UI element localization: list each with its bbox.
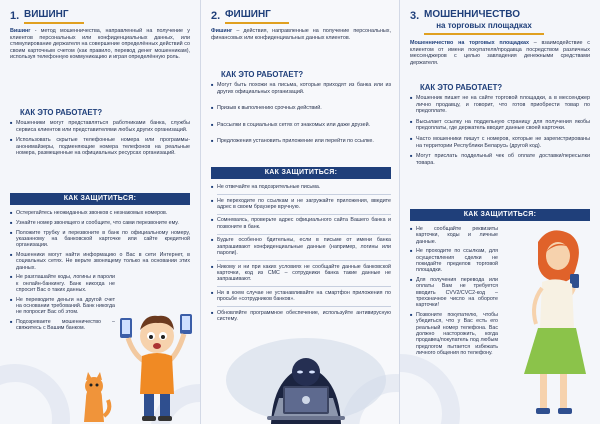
title-underline — [225, 22, 289, 24]
protect-heading: КАК ЗАЩИТИТЬСЯ: — [10, 193, 190, 205]
protect-list — [410, 226, 498, 360]
intro-paragraph — [211, 28, 391, 41]
divider — [217, 194, 391, 195]
list-item: ■ Узнайте номер звонящего и сообщите, что сами перезвоните ему. — [10, 220, 190, 226]
divider — [217, 234, 391, 235]
list-item: ■ Часто мошенники пишут с номеров, которые не зарегистрированы на территории Республики Беларусь (другой код). — [410, 136, 590, 149]
list-item: ■ Могут быть похожи на письма, которые приходят из банка или из других официальных организаций. — [211, 82, 391, 95]
section-title-text: МОШЕННИЧЕСТВО — [424, 9, 520, 20]
woman-phone-illustration — [500, 224, 600, 424]
list-item: ■ Мошенник пишет не на сайте торговой площадки, а в мессенджер лично продавцу, и говорит, что готов приобрести товар по предоплате. — [410, 95, 590, 115]
divider — [217, 286, 391, 287]
list-item: ■ Не сообщайте реквизиты карточки, коды и личные данные. — [410, 226, 498, 245]
how-it-works-list — [410, 95, 590, 170]
intro-term: Фишинг — [211, 28, 233, 34]
protect-list — [211, 184, 391, 326]
section-number: 3. — [410, 10, 420, 22]
intro-text: – действия, направленные на получение персональных, финансовых или конфиденциальных данных клиентов. — [211, 28, 391, 41]
intro-text: - метод мошенничества, направленный на получение у клиентов персональных или конфиденциальных данных, или стимулирование держателя на совершение определённых действий со своим карточным счетом (как правило, перевод денег мошенникам), используя телефонную коммуникацию и играя определённую роль. — [10, 28, 190, 61]
list-item: ■ Не разглашайте коды, логины и пароли к онлайн-банкингу. Банк никогда не спросит Вас о таких данных. — [10, 274, 115, 293]
title-underline — [424, 33, 544, 35]
watermark-circle — [400, 354, 460, 424]
panel-marketplace-fraud — [400, 0, 600, 424]
list-item: ■ Использовать скрытые телефонные номера или программы-анонимайзеры, подменяющие номера телефонов на реальные номера, размещенные на официальных ресурсах организаций. — [10, 137, 190, 157]
title-underline — [24, 22, 84, 24]
list-item: ■ Не переводите деньги на другой счет на основании требований. Банк никогда не попросит Вас об этом. — [10, 297, 115, 316]
list-item: ■ Не проходите по ссылкам, для осуществления сделки не покидайте пределов торговой площадки. — [410, 248, 498, 273]
list-item: ■ Будьте особенно бдительны, если в письме от имени банка запрашивают конфиденциальные данные (например, логины или пароли). — [211, 237, 391, 256]
list-item: ■ Подозреваете мошенничество – свяжитесь с Вашим банком. — [10, 319, 115, 332]
list-item: ■ Рассылки в социальных сетях от знакомых или даже друзей. — [211, 122, 391, 129]
panel-phishing — [200, 0, 400, 424]
section-title — [24, 9, 84, 24]
list-item: ■ Обновляйте программное обеспечение, используйте антивирусную систему. — [211, 310, 391, 323]
panel-vishing — [0, 0, 200, 424]
intro-term: Вишинг — [10, 28, 31, 34]
list-item: ■ Остерегайтесь неожиданных звонков с незнакомых номеров. — [10, 210, 190, 216]
list-item: ■ Высылает ссылку на поддельную страницу для получения якобы предоплаты, где держатель вводит данные своей карточки. — [410, 119, 590, 132]
list-item: ■ Позвоните покупателю, чтобы убедиться, что у Вас есть его реальный номер телефона. Вас должно насторожить, когда продавец/покупатель под любым предлогом пытается избежать личного общения по телефону. — [410, 312, 498, 356]
how-it-works-list — [211, 82, 391, 149]
list-item: ■ Не переходите по ссылкам и не загружайте приложения, введите адрес в своем браузере вручную. — [211, 198, 391, 211]
divider — [217, 260, 391, 261]
hacker-laptop-illustration — [221, 336, 391, 424]
intro-term: Мошенничество на торговых площадках — [410, 40, 529, 46]
list-item: ■ Сомневаясь, проверьте адрес официального сайта Вашего банка и позвоните в банк. — [211, 217, 391, 230]
protect-heading: КАК ЗАЩИТИТЬСЯ: — [211, 167, 391, 179]
section-subtitle-text: на торговых площадках — [436, 21, 532, 30]
section-title — [225, 9, 289, 24]
section-title-text: ФИШИНГ — [225, 9, 271, 20]
section-title — [424, 9, 544, 35]
list-item: ■ Предложения установить приложение или перейти по ссылке. — [211, 138, 391, 145]
list-item: ■ Никому и ни при каких условиях не сообщайте данные банковской карточки, код из СМС – сотрудники банка такие данные не запрашивают. — [211, 264, 391, 283]
list-item: ■ Положите трубку и перезвоните в банк по официальному номеру, указанному на банковской карточке или сайте кредитной организации. — [10, 230, 190, 249]
list-item: ■ Ни в коем случае не устанавливайте на смартфон приложения по просьбе «сотрудников банков». — [211, 290, 391, 303]
list-item: ■ Призыв к выполнению срочных действий. — [211, 105, 391, 112]
watermark-circle — [0, 364, 70, 424]
section-number: 1. — [10, 10, 20, 22]
intro-text: – взаимодействие с клиентом от имени покупателя/продавца посредством различных мессенджеров с целью завладения денежными средствами держателя. — [410, 40, 590, 66]
boy-phones-illustration — [112, 296, 200, 424]
how-it-works-heading: КАК ЭТО РАБОТАЕТ? — [420, 83, 503, 92]
section-title-text: ВИШИНГ — [24, 9, 69, 20]
list-item: ■ Мошенники могут представляться работниками банка, службы сервиса клиентов или представителями любых других организаций. — [10, 120, 190, 133]
how-it-works-heading: КАК ЭТО РАБОТАЕТ? — [221, 70, 304, 79]
protect-heading: КАК ЗАЩИТИТЬСЯ: — [410, 209, 590, 221]
cat-illustration — [78, 370, 114, 424]
list-item: ■ Для получения перевода или оплаты Вам не требуется вводить CVV2/CVC2-код – трехзначное число на обороте карточки! — [410, 277, 498, 308]
list-item: ■ Мошенники могут найти информацию о Вас в сети Интернет, в социальных сетях. Не верьте звонящему только на основании этих данных. — [10, 252, 190, 271]
intro-paragraph — [10, 28, 190, 61]
list-item: ■ Могут прислать поддельный чек об оплате доставки/пересылки товара. — [410, 153, 590, 166]
list-item: ■ Не отвечайте на подозрительные письма. — [211, 184, 391, 190]
divider — [217, 214, 391, 215]
how-it-works-heading: КАК ЭТО РАБОТАЕТ? — [20, 108, 103, 117]
intro-paragraph — [410, 40, 590, 66]
section-number: 2. — [211, 10, 221, 22]
how-it-works-list — [10, 120, 190, 161]
divider — [217, 306, 391, 307]
